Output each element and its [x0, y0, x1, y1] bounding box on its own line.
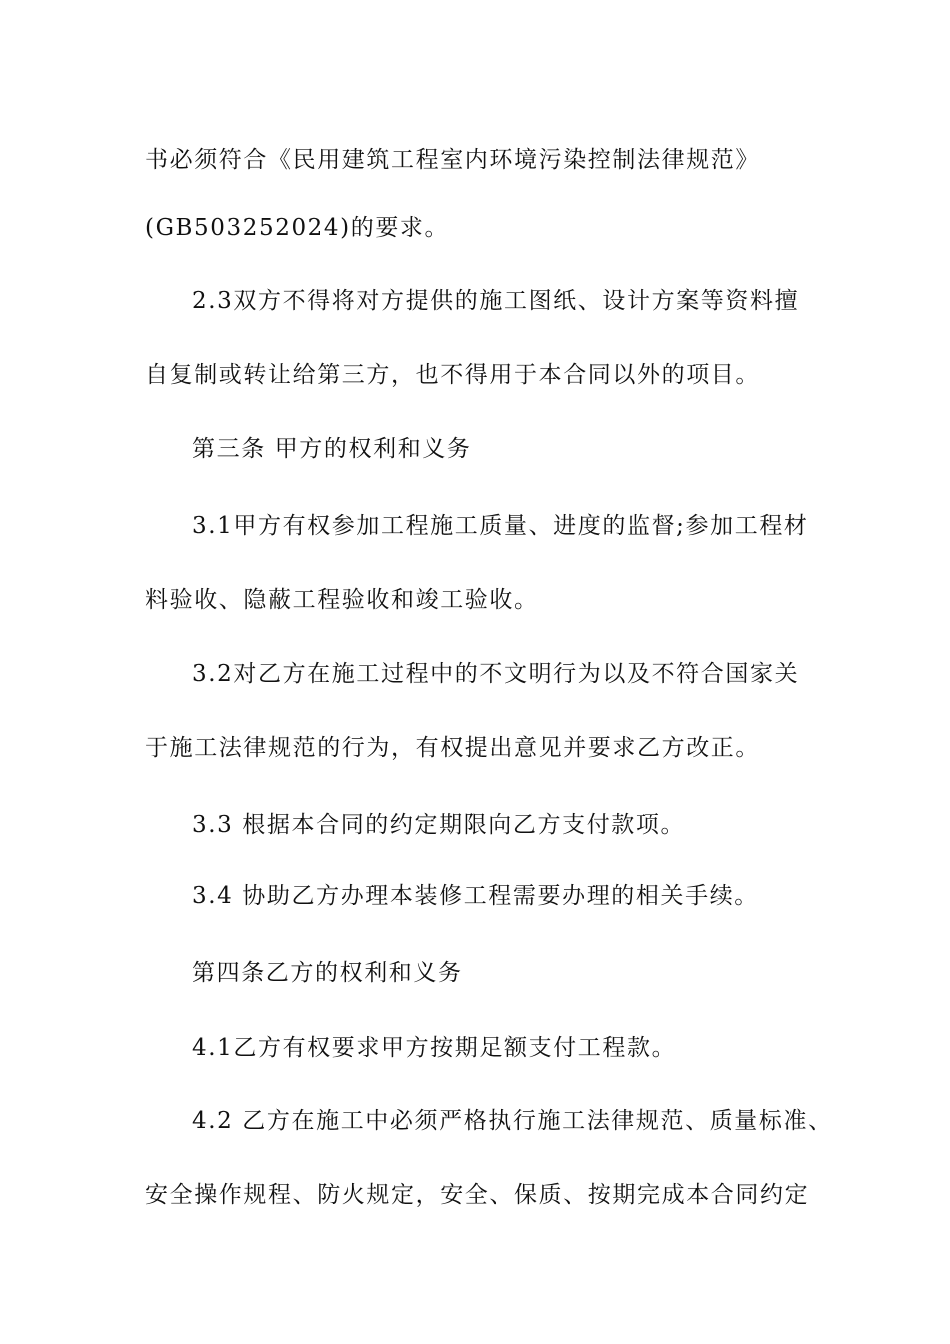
clause-4-2-line-1: 4.2 乙方在施工中必须严格执行施工法律规范、质量标准、 [192, 1108, 833, 1134]
clause-3-2-line-1: 3.2对乙方在施工过程中的不文明行为以及不符合国家关 [192, 661, 800, 687]
article-3-heading: 第三条 甲方的权利和义务 [192, 436, 472, 462]
clause-2-3-line-1: 2.3双方不得将对方提供的施工图纸、设计方案等资料擅 [192, 288, 800, 314]
clause-3-3: 3.3 根据本合同的约定期限向乙方支付款项。 [192, 812, 686, 838]
clause-4-1: 4.1乙方有权要求甲方按期足额支付工程款。 [192, 1035, 677, 1061]
clause-2-3-line-2: 自复制或转让给第三方，也不得用于本合同以外的项目。 [145, 362, 760, 388]
article-4-heading: 第四条乙方的权利和义务 [192, 960, 463, 986]
clause-4-2-line-2: 安全操作规程、防火规定，安全、保质、按期完成本合同约定 [145, 1182, 810, 1208]
clause-3-1-line-2: 料验收、隐蔽工程验收和竣工验收。 [145, 587, 539, 613]
text-line-standard-code: (GB503252024)的要求。 [145, 215, 450, 241]
text-line-standard-compliance: 书必须符合《民用建筑工程室内环境污染控制法律规范》 [145, 147, 760, 173]
clause-3-2-line-2: 于施工法律规范的行为，有权提出意见并要求乙方改正。 [145, 735, 760, 761]
clause-3-1-line-1: 3.1甲方有权参加工程施工质量、进度的监督;参加工程材 [192, 513, 809, 539]
clause-3-4: 3.4 协助乙方办理本装修工程需要办理的相关手续。 [192, 883, 759, 909]
